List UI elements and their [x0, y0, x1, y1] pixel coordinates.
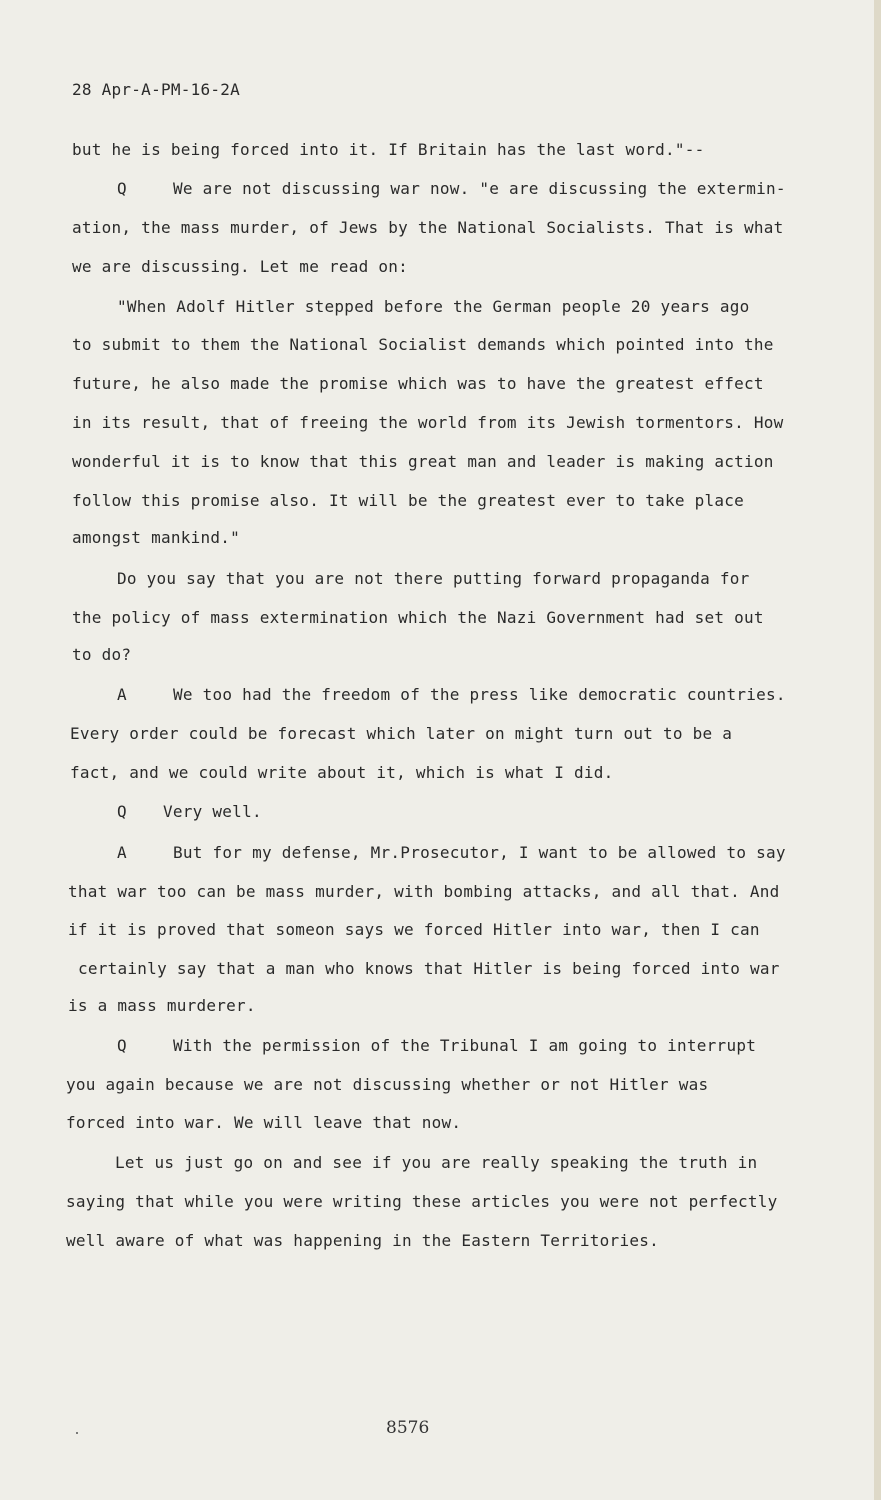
transcript-line: certainly say that a man who knows that Hitler is being forced into war — [78, 959, 780, 978]
transcript-question-line — [117, 802, 262, 821]
transcript-answer-line — [117, 843, 786, 862]
transcript-line-text: But for my defense, Mr.Prosecutor, I want to be allowed to say — [173, 843, 786, 862]
page-edge — [874, 0, 881, 1500]
transcript-question-line — [117, 1036, 756, 1055]
speaker-label: A — [117, 843, 127, 862]
quoted-line: in its result, that of freeing the world from its Jewish tormentors. How — [72, 413, 784, 432]
transcript-line-text: We too had the freedom of the press like democratic countries. — [173, 685, 786, 704]
transcript-line: but he is being forced into it. If Britain has the last word."-- — [72, 140, 705, 159]
quoted-line: to submit to them the National Socialist demands which pointed into the — [72, 335, 774, 354]
transcript-line: we are discussing. Let me read on: — [72, 257, 409, 276]
transcript-line: saying that while you were writing these articles you were not perfectly — [66, 1192, 778, 1211]
transcript-line: that war too can be mass murder, with bombing attacks, and all that. And — [68, 882, 780, 901]
speaker-label: Q — [117, 179, 127, 198]
transcript-line: Every order could be forecast which later on might turn out to be a — [70, 724, 733, 743]
transcript-line-text: With the permission of the Tribunal I am going to interrupt — [173, 1036, 757, 1055]
transcript-answer-line — [117, 685, 786, 704]
transcript-line: you again because we are not discussing whether or not Hitler was — [66, 1075, 709, 1094]
transcript-line: ation, the mass murder, of Jews by the National Socialists. That is what — [72, 218, 784, 237]
quoted-line: amongst mankind." — [72, 528, 241, 547]
transcript-line: the policy of mass extermination which the Nazi Government had set out — [72, 608, 764, 627]
transcript-line: fact, and we could write about it, which is what I did. — [70, 763, 614, 782]
speaker-label: Q — [117, 1036, 127, 1055]
transcript-line: forced into war. We will leave that now. — [66, 1113, 462, 1132]
quoted-line: future, he also made the promise which was to have the greatest effect — [72, 374, 764, 393]
document-reference: 28 Apr-A-PM-16-2A — [72, 80, 241, 99]
transcript-line-text: We are not discussing war now. "e are discussing the extermin- — [173, 179, 786, 198]
transcript-question-line — [117, 179, 786, 198]
quoted-line: wonderful it is to know that this great man and leader is making action — [72, 452, 774, 471]
transcript-line: if it is proved that someon says we forced Hitler into war, then I can — [68, 920, 760, 939]
transcript-line: Let us just go on and see if you are really speaking the truth in — [115, 1153, 758, 1172]
quoted-line: follow this promise also. It will be the greatest ever to take place — [72, 491, 745, 510]
transcript-line: to do? — [72, 645, 132, 664]
speaker-label: Q — [117, 802, 127, 821]
transcript-line: is a mass murderer. — [68, 996, 256, 1015]
transcript-line: well aware of what was happening in the Eastern Territories. — [66, 1231, 659, 1250]
speaker-label: A — [117, 685, 127, 704]
page-number: 8576 — [386, 1418, 430, 1438]
paper-speck — [76, 1432, 78, 1434]
transcript-line-text: Very well. — [163, 802, 262, 821]
quoted-line: "When Adolf Hitler stepped before the German people 20 years ago — [117, 297, 750, 316]
transcript-line: Do you say that you are not there putting forward propaganda for — [117, 569, 750, 588]
